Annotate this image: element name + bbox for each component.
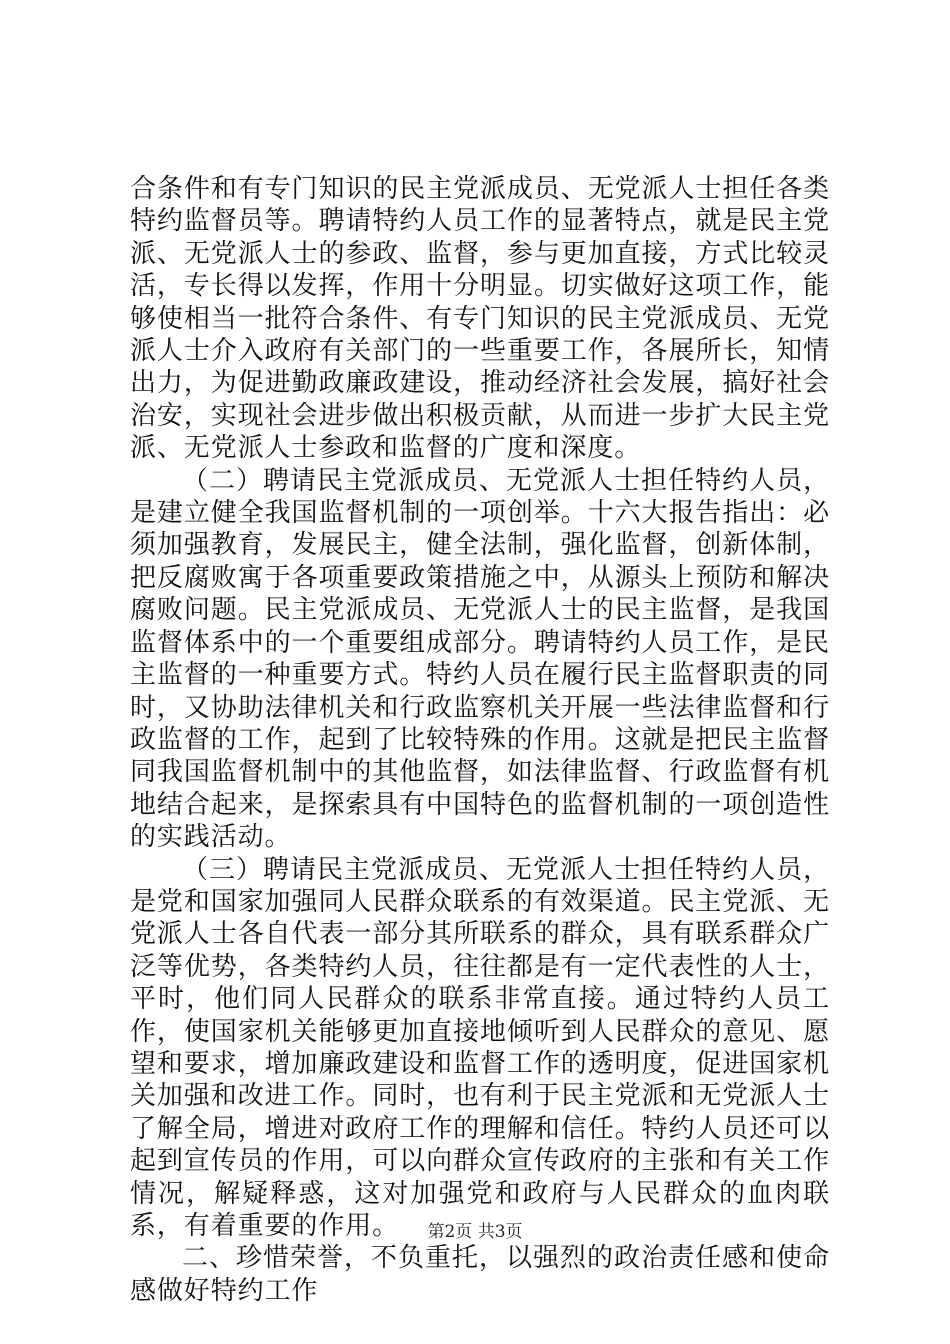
document-body bbox=[130, 173, 830, 1307]
paragraph-continuation: 合条件和有专门知识的民主党派成员、无党派人士担任各类特约监督员等。聘请特约人员工作的显著特点，就是民主党派、无党派人士的参政、监督，参与更加直接，方式比较灵活，专长得以发挥，作用十分明显。切实做好这项工作，能够使相当一批符合条件、有专门知识的民主党派成员、无党派人士介入政府有关部门的一些重要工作，各展所长，知情出力，为促进勤政廉政建设，推动经济社会发展，搞好社会治安，实现社会进步做出积极贡献，从而进一步扩大民主党派、无党派人士参政和监督的广度和深度。 bbox=[130, 174, 830, 464]
page-number-label: 第2页 共3页 bbox=[427, 1222, 523, 1242]
page-footer bbox=[0, 1217, 950, 1242]
section-heading-two: 二、珍惜荣誉，不负重托，以强烈的政治责任感和使命感做好特约工作 bbox=[130, 1243, 830, 1306]
paragraph-section-three: （三）聘请民主党派成员、无党派人士担任特约人员，是党和国家加强同人民群众联系的有效渠道。民主党派、无党派人士各自代表一部分其所联系的群众，具有联系群众广泛等优势，各类特约人员，往往都是有一定代表性的人士，平时，他们同人民群众的联系非常直接。通过特约人员工作，使国家机关能够更加直接地倾听到人民群众的意见、愿望和要求，增加廉政建设和监督工作的透明度，促进国家机关加强和改进工作。同时，也有利于民主党派和无党派人士了解全局，增进对政府工作的理解和信任。特约人员还可以起到宣传员的作用，可以向群众宣传政府的主张和有关工作情况，解疑释惑，这对加强党和政府与人民群众的血肉联系，有着重要的作用。 bbox=[130, 854, 830, 1241]
paragraph-section-two: （二）聘请民主党派成员、无党派人士担任特约人员，是建立健全我国监督机制的一项创举。十六大报告指出：必须加强教育，发展民主，健全法制，强化监督，创新体制，把反腐败寓于各项重要政策措施之中，从源头上预防和解决腐败问题。民主党派成员、无党派人士的民主监督，是我国监督体系中的一个重要组成部分。聘请特约人员工作，是民主监督的一种重要方式。特约人员在履行民主监督职责的同时，又协助法律机关和行政监察机关开展一些法律监督和行政监督的工作，起到了比较特殊的作用。这就是把民主监督同我国监督机制中的其他监督，如法律监督、行政监督有机地结合起来，是探索具有中国特色的监督机制的一项创造性的实践活动。 bbox=[130, 465, 830, 853]
